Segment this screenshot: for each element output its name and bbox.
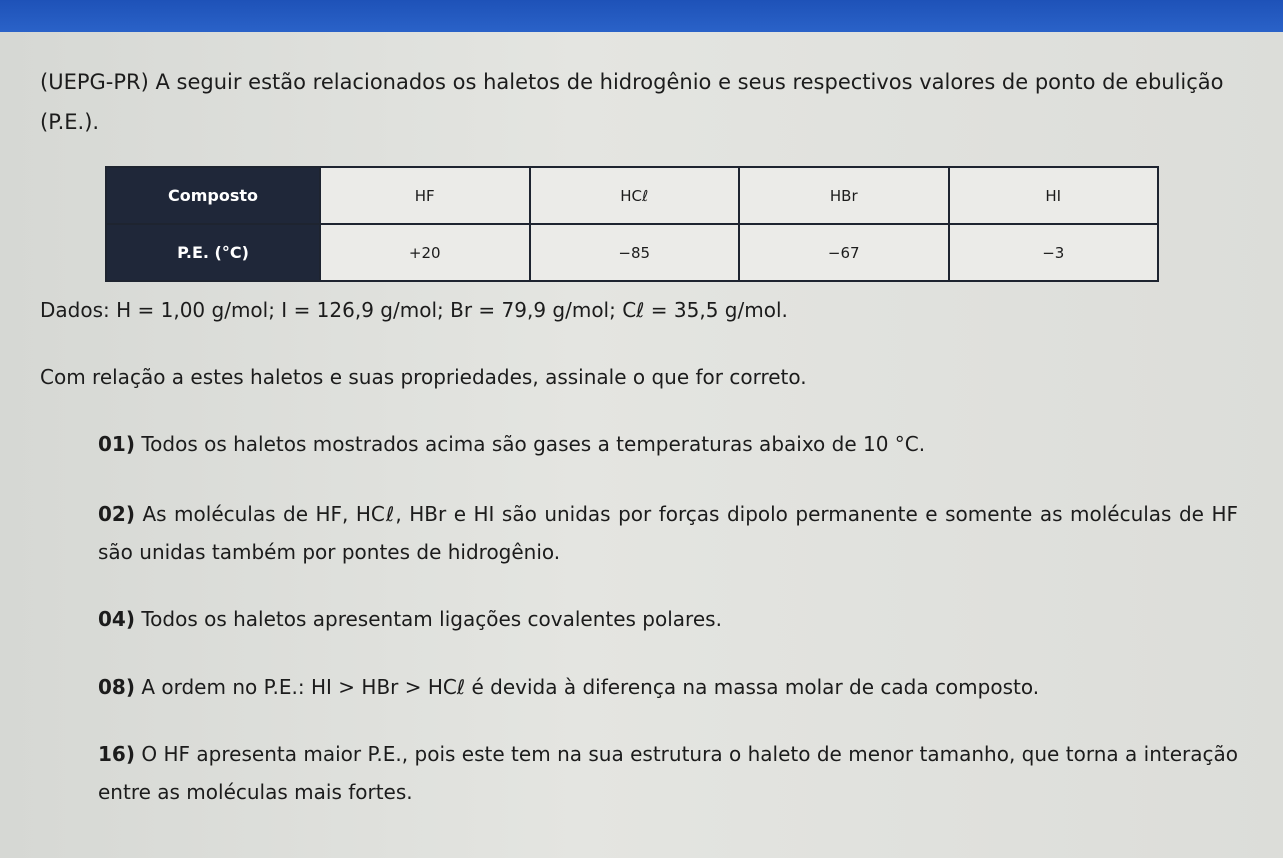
option-item bbox=[98, 668, 1238, 706]
boiling-point-table bbox=[105, 166, 1159, 282]
option-number: 16) bbox=[98, 742, 135, 766]
compound-cell: HBr bbox=[739, 167, 949, 224]
value-cell: −3 bbox=[949, 224, 1159, 281]
option-item bbox=[98, 495, 1238, 571]
table-row-label: P.E. (°C) bbox=[106, 224, 320, 281]
option-number: 02) bbox=[98, 502, 135, 526]
intro-text: (UEPG-PR) A seguir estão relacionados os haletos de hidrogênio e seus respectivos valores de ponto de ebulição (P.E.). bbox=[40, 70, 1224, 134]
option-number: 08) bbox=[98, 675, 135, 699]
question-text: Com relação a estes haletos e suas propriedades, assinale o que for correto. bbox=[40, 365, 807, 389]
option-number: 01) bbox=[98, 432, 135, 456]
option-text: Todos os haletos apresentam ligações covalentes polares. bbox=[141, 607, 722, 631]
option-text: As moléculas de HF, HCℓ, HBr e HI são unidas por forças dipolo permanente e somente as moléculas de HF são unidas também por pontes de hidrogênio. bbox=[98, 502, 1238, 564]
option-text: O HF apresenta maior P.E., pois este tem na sua estrutura o haleto de menor tamanho, que torna a interação entre as moléculas mais fortes. bbox=[98, 742, 1238, 804]
value-cell: −85 bbox=[530, 224, 740, 281]
compound-cell: HF bbox=[320, 167, 530, 224]
option-item bbox=[98, 735, 1238, 811]
table-row bbox=[106, 224, 1158, 281]
top-bar bbox=[0, 0, 1283, 32]
compound-cell: HI bbox=[949, 167, 1159, 224]
dados-text: Dados: H = 1,00 g/mol; I = 126,9 g/mol; Br = 79,9 g/mol; Cℓ = 35,5 g/mol. bbox=[40, 298, 788, 322]
option-number: 04) bbox=[98, 607, 135, 631]
value-cell: +20 bbox=[320, 224, 530, 281]
value-cell: −67 bbox=[739, 224, 949, 281]
option-text: Todos os haletos mostrados acima são gases a temperaturas abaixo de 10 °C. bbox=[141, 432, 926, 456]
table-row bbox=[106, 167, 1158, 224]
option-item bbox=[98, 425, 1238, 463]
compound-cell: HCℓ bbox=[530, 167, 740, 224]
option-item bbox=[98, 600, 1238, 638]
option-text: A ordem no P.E.: HI > HBr > HCℓ é devida à diferença na massa molar de cada composto. bbox=[141, 675, 1040, 699]
table-header-label: Composto bbox=[106, 167, 320, 224]
